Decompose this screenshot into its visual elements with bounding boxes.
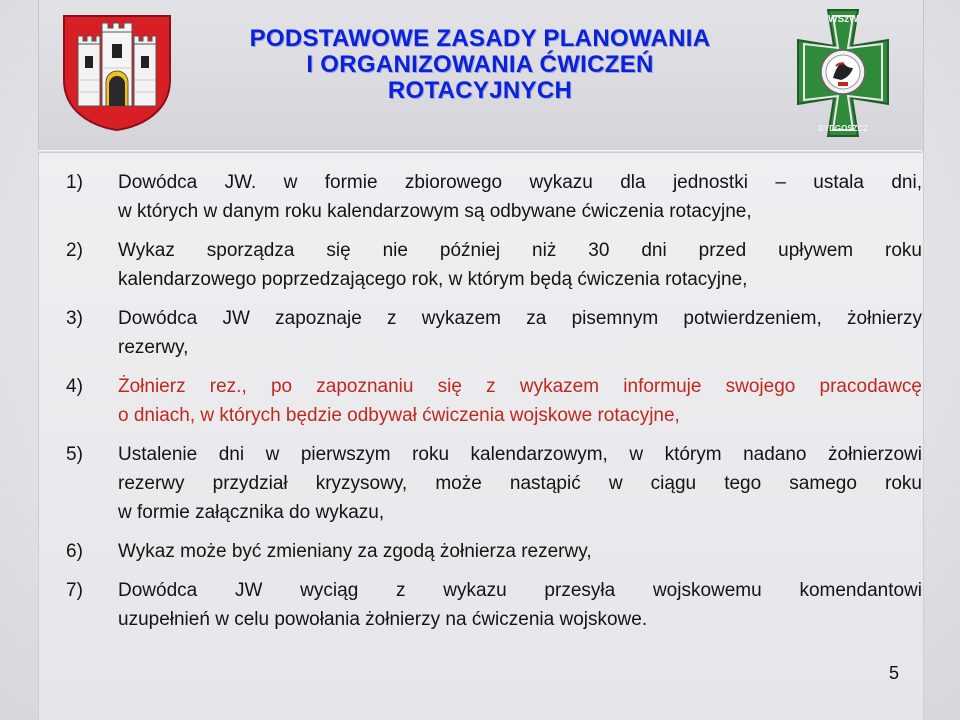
title-line-2: I ORGANIZOWANIA ĆWICZEŃ bbox=[306, 51, 654, 78]
list-item-2 bbox=[66, 236, 922, 294]
list-item-4 bbox=[66, 372, 922, 430]
item-text: Wykaz może być zmieniany za zgodą żołnierza rezerwy, bbox=[118, 541, 592, 562]
item-text: Dowódca JW wyciąg z wykazu przesyła wojskowemu komendantowi uzupełnień w celu powołania żołnierzy na ćwiczenia wojskowe. bbox=[118, 580, 922, 630]
list-item-5 bbox=[66, 440, 922, 527]
item-text: Wykaz sporządza się nie później niż 30 dni przed upływem roku kalendarzowego poprzedzającego rok, w którym będą ćwiczenia rotacyjne, bbox=[118, 240, 922, 290]
list-item-1 bbox=[66, 168, 922, 226]
list-item-3 bbox=[66, 304, 922, 362]
page-title bbox=[210, 26, 750, 104]
item-number: 6) bbox=[66, 541, 83, 562]
item-number: 7) bbox=[66, 580, 83, 601]
item-number: 1) bbox=[66, 172, 83, 193]
header-divider bbox=[38, 150, 922, 153]
emblem-top-text: WSzW bbox=[828, 14, 859, 25]
item-number: 5) bbox=[66, 444, 83, 465]
emblem-bottom-text: BYDGOSZCZ bbox=[818, 124, 869, 133]
rules-list bbox=[66, 168, 922, 644]
item-text: Dowódca JW zapoznaje z wykazem za pisemnym potwierdzeniem, żołnierzy rezerwy, bbox=[118, 308, 922, 358]
list-item-7 bbox=[66, 576, 922, 634]
title-line-3: ROTACYJNYCH bbox=[387, 77, 573, 104]
title-line-1: PODSTAWOWE ZASADY PLANOWANIA bbox=[249, 25, 711, 52]
item-text: Żołnierz rez., po zapoznaniu się z wykazem informuje swojego pracodawcę o dniach, w których będzie odbywał ćwiczenia wojskowe rotacyjne, bbox=[118, 376, 922, 426]
list-item-6 bbox=[66, 537, 922, 566]
page-number: 5 bbox=[889, 663, 900, 683]
item-number: 3) bbox=[66, 308, 83, 329]
item-text: Ustalenie dni w pierwszym roku kalendarzowym, w którym nadano żołnierzowi rezerwy przydział kryzysowy, może nastąpić w ciągu tego samego roku w formie załącznika do wykazu, bbox=[118, 444, 922, 523]
item-number: 4) bbox=[66, 376, 83, 397]
coat-of-arms-icon bbox=[58, 10, 176, 132]
item-text: Dowódca JW. w formie zbiorowego wykazu dla jednostki – ustala dni, w których w danym roku kalendarzowym są odbywane ćwiczenia rotacyjne, bbox=[118, 172, 922, 222]
item-number: 2) bbox=[66, 240, 83, 261]
military-cross-emblem-icon bbox=[778, 6, 908, 142]
